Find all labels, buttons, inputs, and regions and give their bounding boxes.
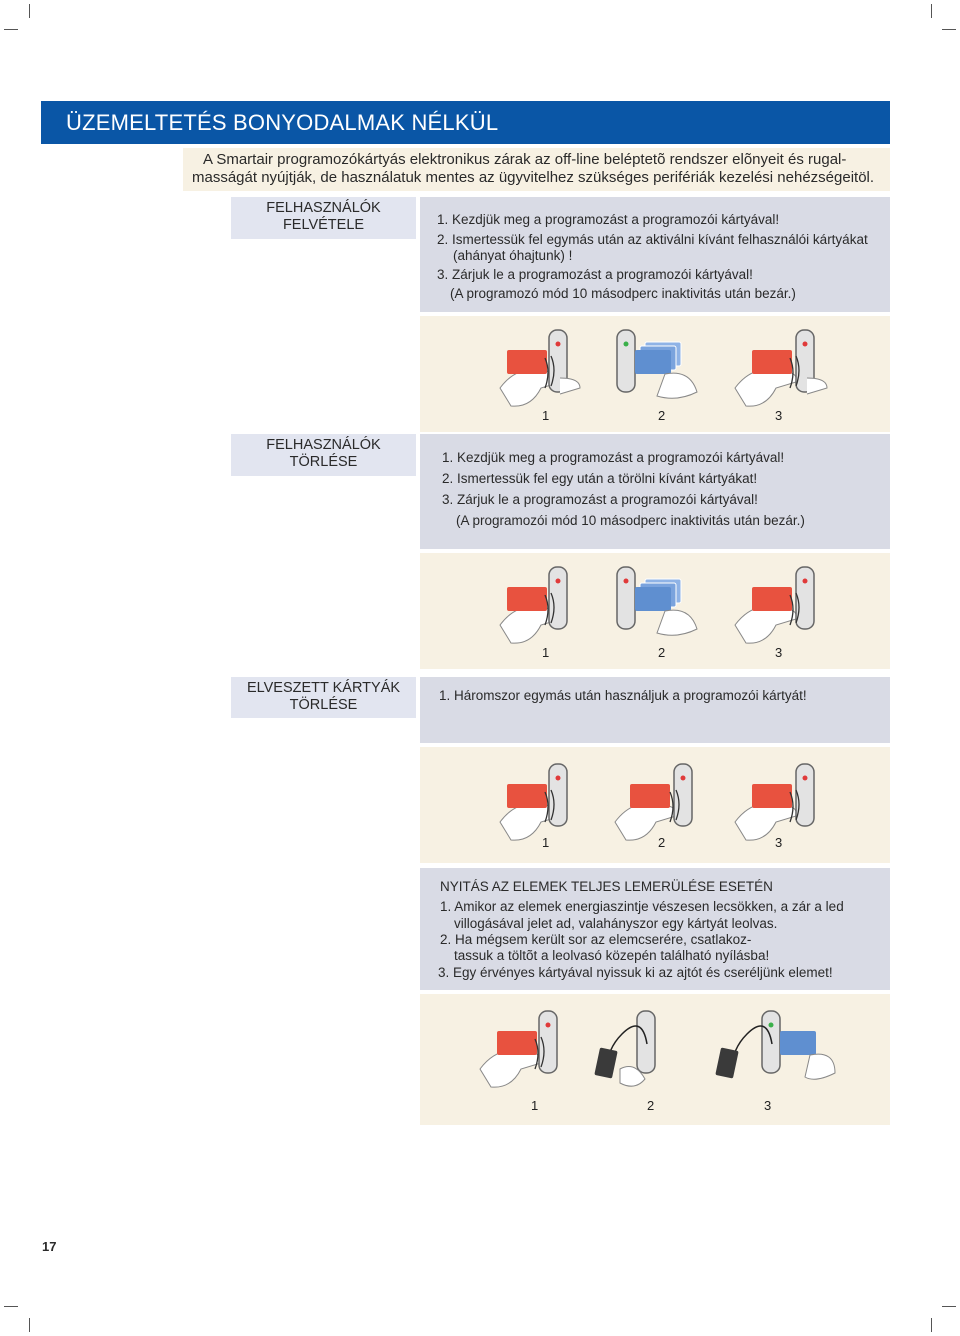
step-number: 2 xyxy=(647,1098,655,1113)
crop-mark xyxy=(4,29,18,30)
step-text: 3. Zárjuk le a programozást a programozói kártyával! xyxy=(437,267,753,282)
step-3-reader-red-card xyxy=(735,764,814,840)
section-label-lost-cards xyxy=(231,677,416,718)
illustration-add-users xyxy=(420,316,890,432)
step-2-reader-charger xyxy=(594,1011,655,1086)
crop-mark xyxy=(29,4,30,18)
label-line: TÖRLÉSE xyxy=(289,454,358,470)
step-2-reader-blue-cards xyxy=(617,567,697,635)
step-1-reader-red-card xyxy=(500,567,567,643)
step-text: tassuk a töltõt a leolvasó közepén található nyílásba! xyxy=(454,948,770,963)
step-3-reader-red-card xyxy=(735,330,827,406)
step-number: 1 xyxy=(542,835,550,850)
card-reader-illustration xyxy=(420,994,890,1125)
step-number: 1 xyxy=(531,1098,539,1113)
intro-line-1: A Smartair programozókártyás elektronikus zárak az off-line beléptetõ rendszer elõnyeit és rugal- xyxy=(203,151,847,168)
intro-line-2: masságát nyújtják, de használatuk mentes az ügyvitelhez szükséges perifériák kezelési nehézségeitöl. xyxy=(192,168,875,186)
illustration-delete-users xyxy=(420,553,890,669)
step-number: 2 xyxy=(658,835,666,850)
step-text: 2. Ismertessük fel egy után a törölni kívánt kártyákat! xyxy=(442,471,758,486)
crop-mark xyxy=(4,1306,18,1307)
step-text: 1. Amikor az elemek energiaszintje vészesen lecsökken, a zár a led xyxy=(440,899,844,914)
crop-mark xyxy=(931,4,932,18)
card-reader-illustration xyxy=(420,316,890,432)
label-line: FELHASZNÁLÓK xyxy=(266,437,381,453)
label-line: ELVESZETT KÁRTYÁK xyxy=(246,680,401,696)
crop-mark xyxy=(942,1306,956,1307)
step-3-reader-red-card xyxy=(735,567,814,643)
illustration-battery-depleted xyxy=(420,994,890,1125)
steps-delete-users xyxy=(420,434,890,549)
card-reader-illustration xyxy=(420,553,890,669)
step-number: 3 xyxy=(764,1098,772,1113)
step-1-reader-red-card xyxy=(500,330,580,406)
steps-add-users xyxy=(420,197,890,312)
step-text: (A programozó mód 10 másodperc inaktivitás után bezár.) xyxy=(450,286,796,301)
step-text: (ahányat óhajtunk) ! xyxy=(453,248,573,263)
section-label-delete-users xyxy=(231,434,416,476)
page-title: ÜZEMELTETÉS BONYODALMAK NÉLKÜL xyxy=(41,101,890,144)
steps-battery-depleted xyxy=(420,868,890,990)
step-number: 2 xyxy=(658,645,666,660)
crop-mark xyxy=(942,29,956,30)
step-3-reader-blue-card xyxy=(715,1011,835,1079)
step-1-reader-red-card xyxy=(500,764,567,840)
step-text: (A programozói mód 10 másodperc inaktivitás után bezár.) xyxy=(456,513,805,528)
step-2-reader-red-card xyxy=(615,764,692,840)
step-2-reader-blue-cards xyxy=(617,330,697,398)
step-text: 2. Ismertessük fel egymás után az aktiválni kívánt felhasználói kártyákat xyxy=(437,232,868,247)
step-text: 2. Ha mégsem került sor az elemcserére, csatlakoz- xyxy=(440,932,752,947)
step-number: 3 xyxy=(775,408,783,423)
page-number: 17 xyxy=(42,1239,57,1254)
illustration-lost-cards xyxy=(420,747,890,863)
step-number: 3 xyxy=(775,835,783,850)
step-heading: NYITÁS AZ ELEMEK TELJES LEMERÜLÉSE ESETÉN xyxy=(440,879,773,894)
step-text: 1. Háromszor egymás után használjuk a programozói kártyát! xyxy=(439,688,807,703)
crop-mark xyxy=(29,1318,30,1332)
step-text: 1. Kezdjük meg a programozást a programozói kártyával! xyxy=(437,212,780,227)
step-text: villogásával jelet ad, valahányszor egy kártyát leolvas. xyxy=(454,916,778,931)
step-number: 2 xyxy=(658,408,666,423)
step-text: 1. Kezdjük meg a programozást a programozói kártyával! xyxy=(442,450,785,465)
crop-mark xyxy=(931,1318,932,1332)
step-number: 3 xyxy=(775,645,783,660)
intro-text xyxy=(183,148,890,191)
steps-lost-cards xyxy=(420,677,890,743)
step-number: 1 xyxy=(542,408,550,423)
label-line: FELHASZNÁLÓK xyxy=(266,200,381,216)
step-text: 3. Zárjuk le a programozást a programozói kártyával! xyxy=(442,492,758,507)
section-label-add-users xyxy=(231,197,416,239)
step-text: 3. Egy érvényes kártyával nyissuk ki az ajtót és cseréljünk elemet! xyxy=(438,965,833,980)
label-line: FELVÉTELE xyxy=(282,217,365,233)
step-1-reader-red-card xyxy=(480,1011,557,1087)
step-number: 1 xyxy=(542,645,550,660)
label-line: TÖRLÉSE xyxy=(289,697,358,713)
card-reader-illustration xyxy=(420,747,890,863)
